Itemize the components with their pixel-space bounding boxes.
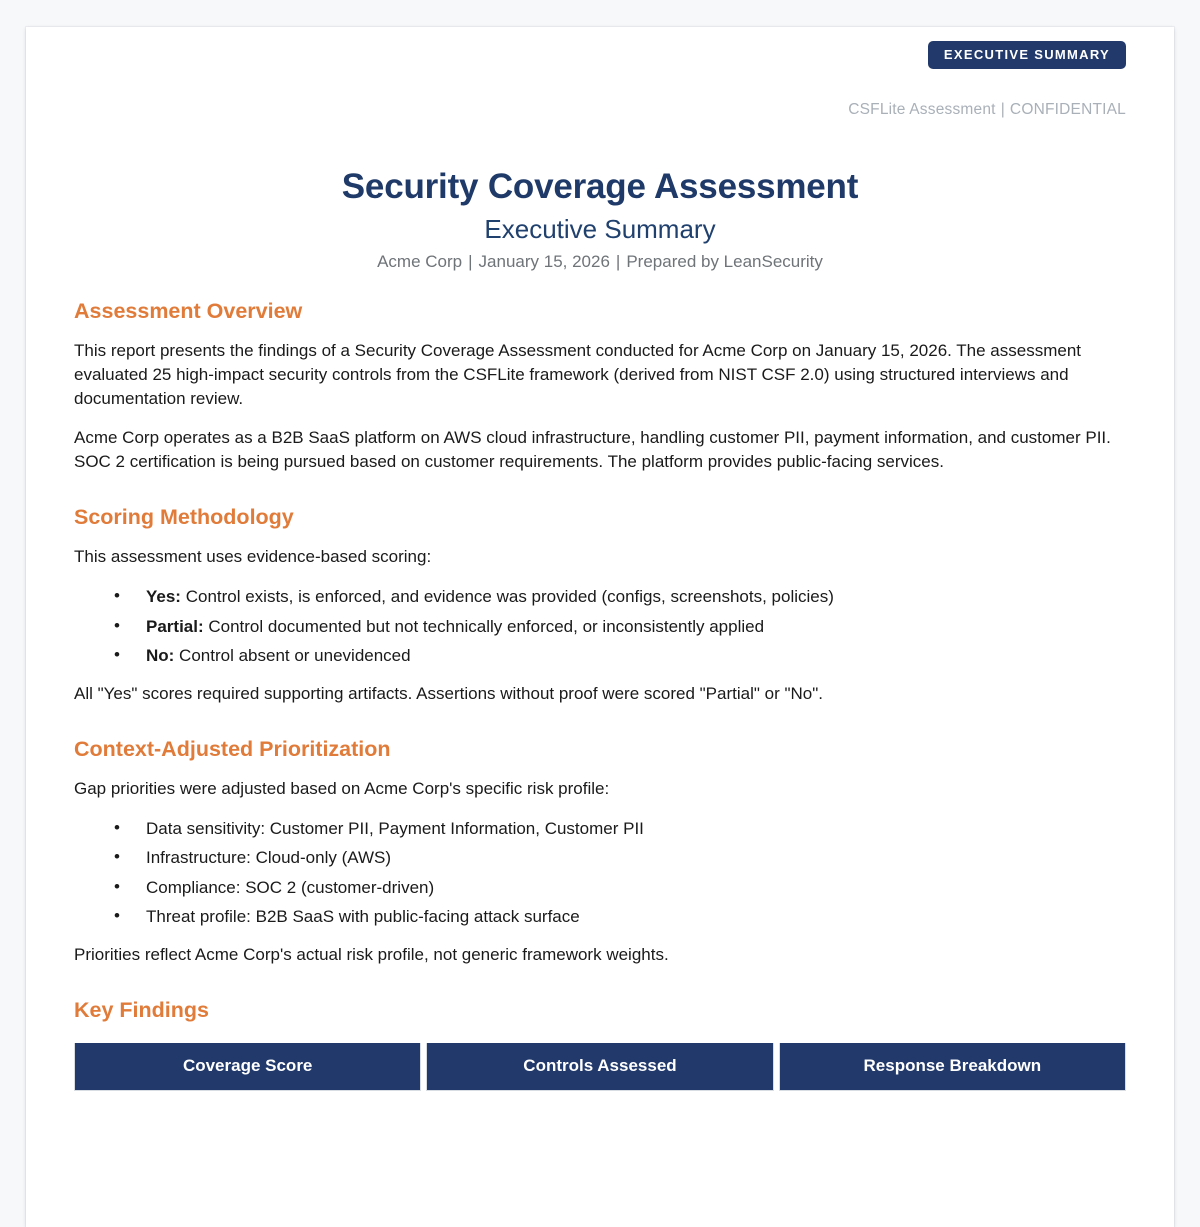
prioritization-text: Compliance: SOC 2 (customer-driven) [146, 877, 435, 897]
scoring-text: Control absent or unevidenced [174, 646, 411, 666]
stat-card-coverage-score [74, 1043, 421, 1091]
section-key-findings [74, 998, 1126, 1091]
byline-prepared-by: Prepared by LeanSecurity [626, 251, 823, 271]
executive-summary-badge: EXECUTIVE SUMMARY [928, 41, 1126, 69]
document-meta [74, 101, 1126, 119]
page-byline [74, 252, 1126, 272]
prioritization-intro: Gap priorities were adjusted based on Acme Corp's specific risk profile: [74, 778, 610, 798]
prioritization-text: Infrastructure: Cloud-only (AWS) [146, 848, 391, 868]
overview-paragraph-1: This report presents the findings of a Security Coverage Assessment conducted for Acme Corp on January 15, 2026. The assessment evaluated 25 high-impact security controls from the CSFLite framework (derived from NIST CSF 2.0) using structured interviews and documentation review. [74, 340, 1082, 408]
meta-separator: | [1000, 101, 1005, 118]
stat-card-controls-assessed [426, 1043, 773, 1091]
scoring-term: No: [146, 646, 175, 666]
byline-separator-1: | [468, 251, 473, 271]
list-item [114, 614, 1126, 640]
section-heading-scoring: Scoring Methodology [74, 505, 294, 530]
stat-card-title: Coverage Score [75, 1043, 420, 1090]
prioritization-footnote: Priorities reflect Acme Corp's actual risk profile, not generic framework weights. [74, 944, 669, 964]
list-item [114, 904, 1126, 930]
byline-date: January 15, 2026 [478, 251, 610, 271]
byline-company: Acme Corp [377, 251, 463, 271]
byline-separator-2: | [615, 251, 621, 271]
section-scoring-methodology [74, 505, 1126, 706]
title-block [74, 166, 1126, 272]
prioritization-text: Data sensitivity: Customer PII, Payment Information, Customer PII [146, 818, 644, 838]
prioritization-list [74, 816, 1126, 930]
scoring-intro: This assessment uses evidence-based scoring: [74, 547, 432, 567]
scoring-footnote: All "Yes" scores required supporting artifacts. Assertions without proof were scored "Partial" or "No". [74, 683, 823, 703]
list-item [114, 875, 1126, 901]
scoring-list [74, 584, 1126, 669]
scoring-term: Partial: [146, 616, 204, 636]
scoring-term: Yes: [146, 587, 181, 607]
page-subtitle: Executive Summary [484, 214, 716, 245]
section-heading-overview: Assessment Overview [74, 298, 303, 323]
stat-card-response-breakdown [779, 1043, 1126, 1091]
list-item [114, 845, 1126, 871]
stat-card-title: Response Breakdown [780, 1043, 1125, 1090]
overview-paragraph-2: Acme Corp operates as a B2B SaaS platform on AWS cloud infrastructure, handling customer PII, payment information, and customer PII. SOC 2 certification is being pursued based on customer requirements. The platform provides public-facing services. [74, 427, 1111, 472]
classification-label: CONFIDENTIAL [1009, 101, 1126, 118]
scoring-text: Control documented but not technically enforced, or inconsistently applied [203, 616, 765, 636]
badge-row [74, 41, 1126, 69]
section-heading-key-findings: Key Findings [74, 997, 209, 1022]
stat-card-title: Controls Assessed [427, 1043, 772, 1090]
key-findings-cards [74, 1043, 1126, 1091]
list-item [114, 584, 1126, 610]
report-page [26, 27, 1174, 1227]
page-title: Security Coverage Assessment [341, 167, 859, 206]
list-item [114, 816, 1126, 842]
section-assessment-overview [74, 299, 1126, 474]
prioritization-text: Threat profile: B2B SaaS with public-facing attack surface [146, 907, 580, 927]
list-item [114, 643, 1126, 669]
section-heading-prioritization: Context-Adjusted Prioritization [74, 736, 391, 761]
scoring-text: Control exists, is enforced, and evidence was provided (configs, screenshots, policies) [180, 587, 834, 607]
section-context-adjusted-prioritization [74, 737, 1126, 967]
framework-label: CSFLite Assessment [848, 101, 996, 118]
